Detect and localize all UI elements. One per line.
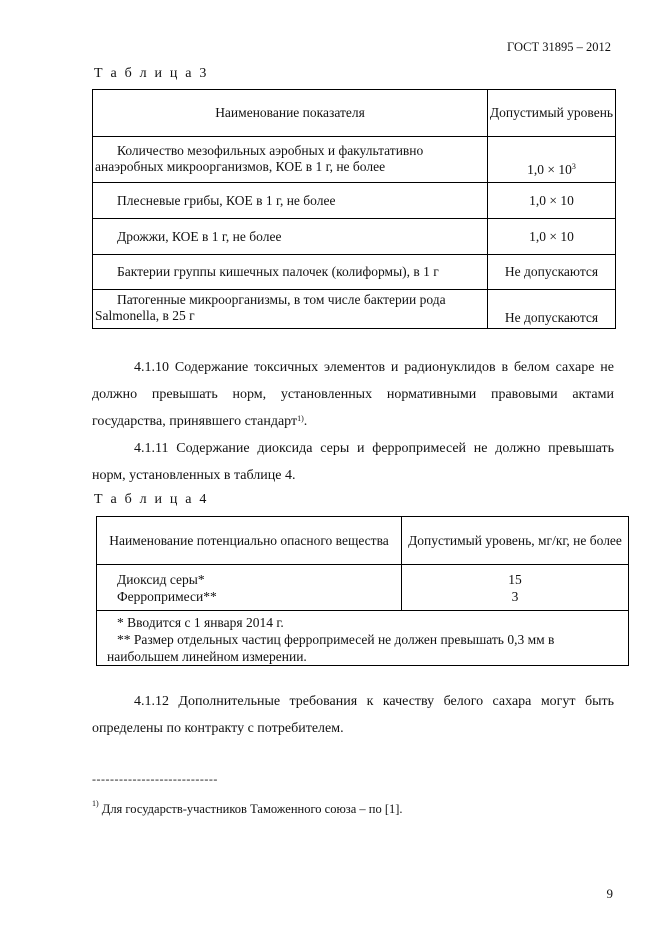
table3: [92, 89, 616, 329]
footnote: [92, 799, 403, 817]
table-row: [93, 219, 616, 255]
table3-cell-value: Не допускаются: [488, 255, 616, 290]
table4-note: * Вводится с 1 января 2014 г.: [117, 615, 284, 630]
table4-cell-values: [402, 565, 629, 611]
table-row: [93, 290, 616, 329]
footnote-marker: 1): [92, 799, 99, 808]
table-row: [93, 137, 616, 183]
table4-item-value: 15: [508, 572, 522, 587]
paragraph-4-1-11: 4.1.11 Содержание диоксида серы и ферропримесей не должно превышать норм, установленных в таблице 4.: [92, 441, 614, 483]
paragraph-4-1-12: 4.1.12 Дополнительные требования к качеству белого сахара могут быть определены по контракту с потребителем.: [92, 694, 614, 736]
table4-item-name: Диоксид серы*: [117, 572, 205, 587]
table4-header-row: [97, 517, 629, 565]
table4-item-name: Ферропримеси**: [117, 589, 217, 604]
table3-cell-value: Не допускаются: [488, 290, 616, 329]
paragraph-4-1-10: 4.1.10 Содержание токсичных элементов и радионуклидов в белом сахаре не должно превышать норм, установленных нормативными правовыми актами государства, принявшего стандарт$^{1)}$.: [92, 360, 614, 429]
table4-header-name: Наименование потенциально опасного вещества: [97, 517, 402, 565]
table4-note: ** Размер отдельных частиц ферропримесей не должен превышать 0,3 мм в наибольшем линейном измерении.: [107, 632, 555, 664]
table4-cell-names: [97, 565, 402, 611]
table3-cell-value: $1,0 \times 10^3$: [488, 137, 616, 183]
table3-cell-name: Количество мезофильных аэробных и факультативно анаэробных микроорганизмов, КОЕ в 1 г, не более: [93, 137, 488, 183]
table4-label: Т а б л и ц а 4: [94, 492, 209, 507]
footnote-text: Для государств-участников Таможенного союза – по [1].: [98, 802, 403, 816]
page-number: 9: [606, 886, 613, 901]
table3-cell-name: Патогенные микроорганизмы, в том числе бактерии рода Salmonella, в 25 г: [93, 290, 488, 329]
table4-item-value: 3: [511, 589, 519, 604]
table-row: [93, 183, 616, 219]
table3-cell-name: Плесневые грибы, КОЕ в 1 г, не более: [93, 183, 488, 219]
table3-cell-name: Бактерии группы кишечных палочек (колиформы), в 1 г: [93, 255, 488, 290]
table-row: [97, 565, 629, 611]
footnote-separator: ----------------------------: [92, 772, 218, 786]
table4-notes-row: [97, 611, 629, 666]
table3-cell-name: Дрожжи, КОЕ в 1 г, не более: [93, 219, 488, 255]
table-row: [93, 255, 616, 290]
table3-header-value: Допустимый уровень: [488, 90, 616, 137]
table3-header-row: [93, 90, 616, 137]
standard-header: ГОСТ 31895 – 2012: [507, 40, 611, 54]
table4-notes: [97, 611, 629, 666]
table3-cell-value: 1,0 × 10: [488, 219, 616, 255]
table4: [96, 516, 629, 666]
table3-header-name: Наименование показателя: [93, 90, 488, 137]
table3-label: Т а б л и ц а 3: [94, 66, 209, 81]
table3-cell-value: 1,0 × 10: [488, 183, 616, 219]
table4-header-value: Допустимый уровень, мг/кг, не более: [402, 517, 629, 565]
